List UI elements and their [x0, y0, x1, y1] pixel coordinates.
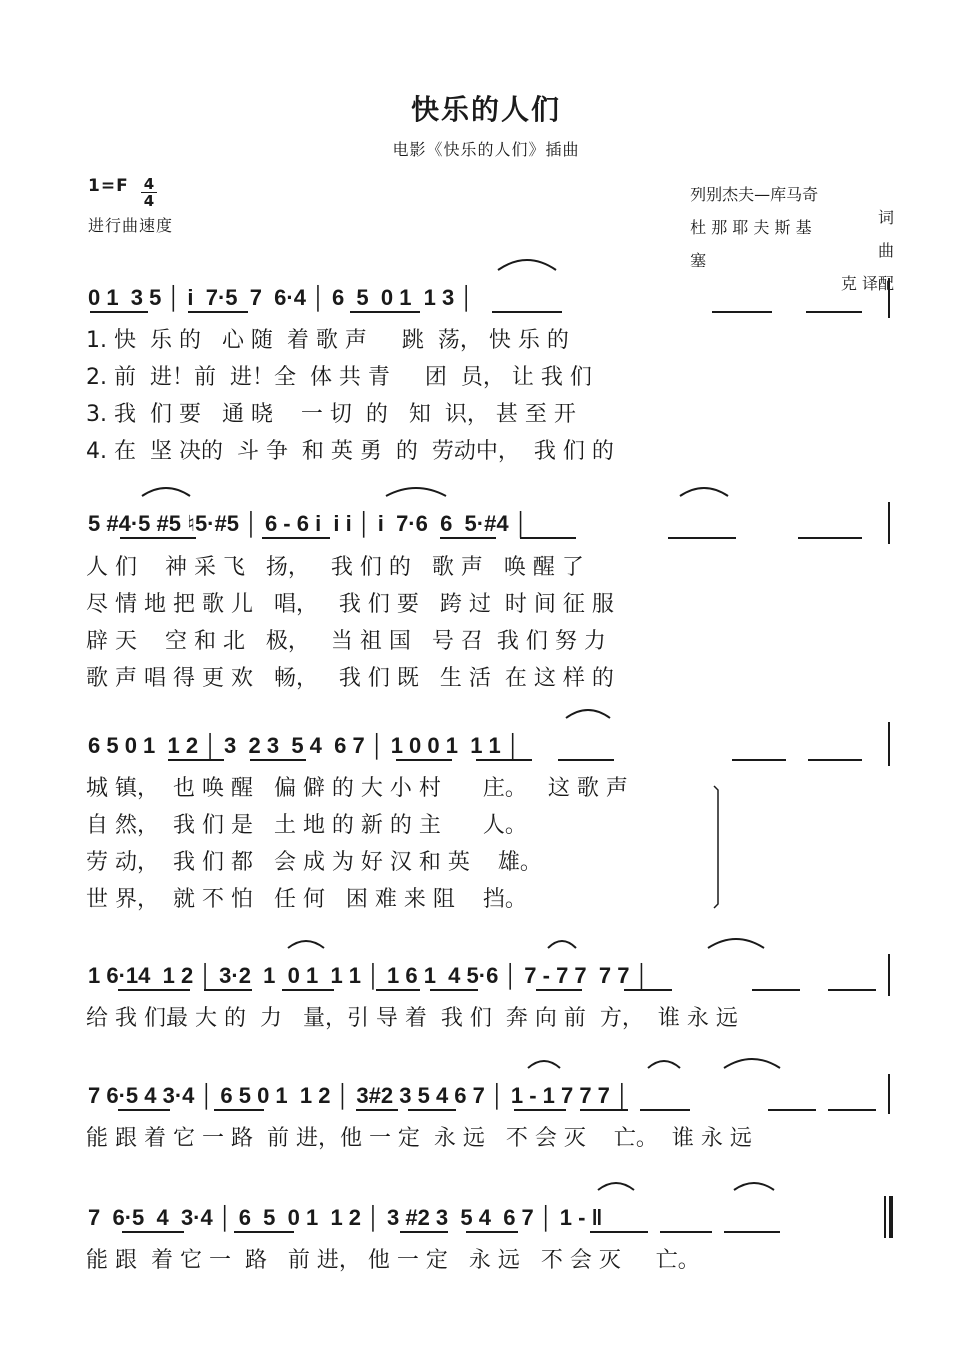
notation-line-4: 1 6·14 1 2 │ 3·2 1 0 1 1 1 │ 1 6 1 4 5·6 │ 7 - 7 7 7 7 │	[88, 963, 650, 988]
notation-line-1: 0 1 3 5 │ i 7·5 7 6·4 │ 6 5 0 1 1 3 │	[88, 285, 475, 310]
lyric-verse-2: 2. 前 进！前 进！全 体 共 青 团 员， 让 我 们	[86, 365, 592, 390]
lyric-chorus-2: 能 跟 着 它 一 路 前 进，他 一 定 永 远 不 会 灭 亡。 谁 永 远	[86, 1126, 752, 1151]
tie-arc	[708, 939, 764, 948]
lyric-verse-3: 辟 天 空 和 北 极， 当 祖 国 号 召 我 们 努 力	[86, 629, 606, 654]
lyric-verse-1: 城 镇， 也 唤 醒 偏 僻 的 大 小 村 庄。 这 歌 声	[86, 776, 628, 801]
lyric-chorus-3: 能 跟 着 它 一 路 前 进， 他 一 定 永 远 不 会 灭 亡。	[86, 1248, 700, 1273]
tie-arc	[548, 941, 576, 948]
credit-role: 曲	[877, 241, 894, 260]
notation-line-5: 7 6·5 4 3·4 │ 6 5 0 1 1 2 │ 3#2 3 5 4 6 7 │ 1 - 1 7 7 7 │	[88, 1083, 630, 1108]
tie-arc	[288, 941, 324, 948]
time-signature-bottom: 4	[143, 192, 155, 210]
song-title: 快乐的人们	[410, 93, 561, 126]
song-subtitle: 电影《快乐的人们》插曲	[392, 140, 580, 159]
tie-arc	[680, 488, 728, 496]
tie-arc	[566, 710, 610, 718]
tie-arc	[648, 1061, 680, 1068]
lyric-verse-1: 人 们 神 采 飞 扬， 我 们 的 歌 声 唤 醒 了	[86, 555, 584, 580]
lyric-verse-1: 1. 快 乐 的 心 随 着 歌 声 跳 荡， 快 乐 的	[86, 328, 569, 353]
lyric-verse-2: 尽 情 地 把 歌 儿 唱， 我 们 要 跨 过 时 间 征 服	[86, 592, 614, 617]
lyric-verse-4: 世 界， 就 不 怕 任 何 困 难 来 阻 挡。	[86, 887, 527, 912]
lyric-verse-3: 劳 动， 我 们 都 会 成 为 好 汉 和 英 雄。	[86, 850, 542, 875]
verse-bracket	[714, 786, 718, 908]
credit-name: 列别杰夫—库马奇	[690, 185, 819, 204]
tie-arc	[386, 488, 446, 496]
tie-arc	[598, 1183, 634, 1190]
lyric-verse-2: 自 然， 我 们 是 土 地 的 新 的 主 人。	[86, 813, 527, 838]
tempo-marking: 进行曲速度	[88, 216, 174, 235]
time-signature-top: 4	[143, 175, 155, 193]
notation-line-6: 7 6·5 4 3·4 │ 6 5 0 1 1 2 │ 3 #2 3 5 4 6 7 │ 1 - ‖	[88, 1205, 603, 1230]
tie-arc	[734, 1183, 774, 1190]
credit-name: 塞	[690, 251, 707, 270]
notation-line-3: 6 5 0 1 1 2 │ 3 2 3 5 4 6 7 │ 1 0 0 1 1 1 │	[88, 733, 521, 758]
tie-arc	[142, 488, 190, 496]
tie-arc	[528, 1061, 560, 1068]
lyric-verse-4: 歌 声 唱 得 更 欢 畅， 我 们 既 生 活 在 这 样 的	[86, 666, 614, 691]
tie-arc	[724, 1059, 780, 1068]
credit-role: 克 译配	[840, 274, 894, 293]
tie-arc	[498, 260, 556, 270]
lyric-verse-3: 3. 我 们 要 通 晓 一 切 的 知 识， 甚 至 开	[86, 402, 576, 427]
key-signature: 1=F	[88, 176, 129, 196]
lyric-verse-4: 4. 在 坚 决的 斗 争 和 英 勇 的 劳动中， 我 们 的	[86, 439, 614, 464]
credit-role: 词	[877, 208, 894, 227]
notation-line-2: 5 #4·5 #5 ♮5·#5 │ 6 - 6 i i i │ i 7·6 6 5·#4 │	[88, 511, 529, 536]
credit-name: 杜 那 耶 夫 斯 基	[690, 218, 812, 237]
lyric-chorus-1: 给 我 们最 大 的 力 量，引 导 着 我 们 奔 向 前 方， 谁 永 远	[86, 1006, 738, 1031]
